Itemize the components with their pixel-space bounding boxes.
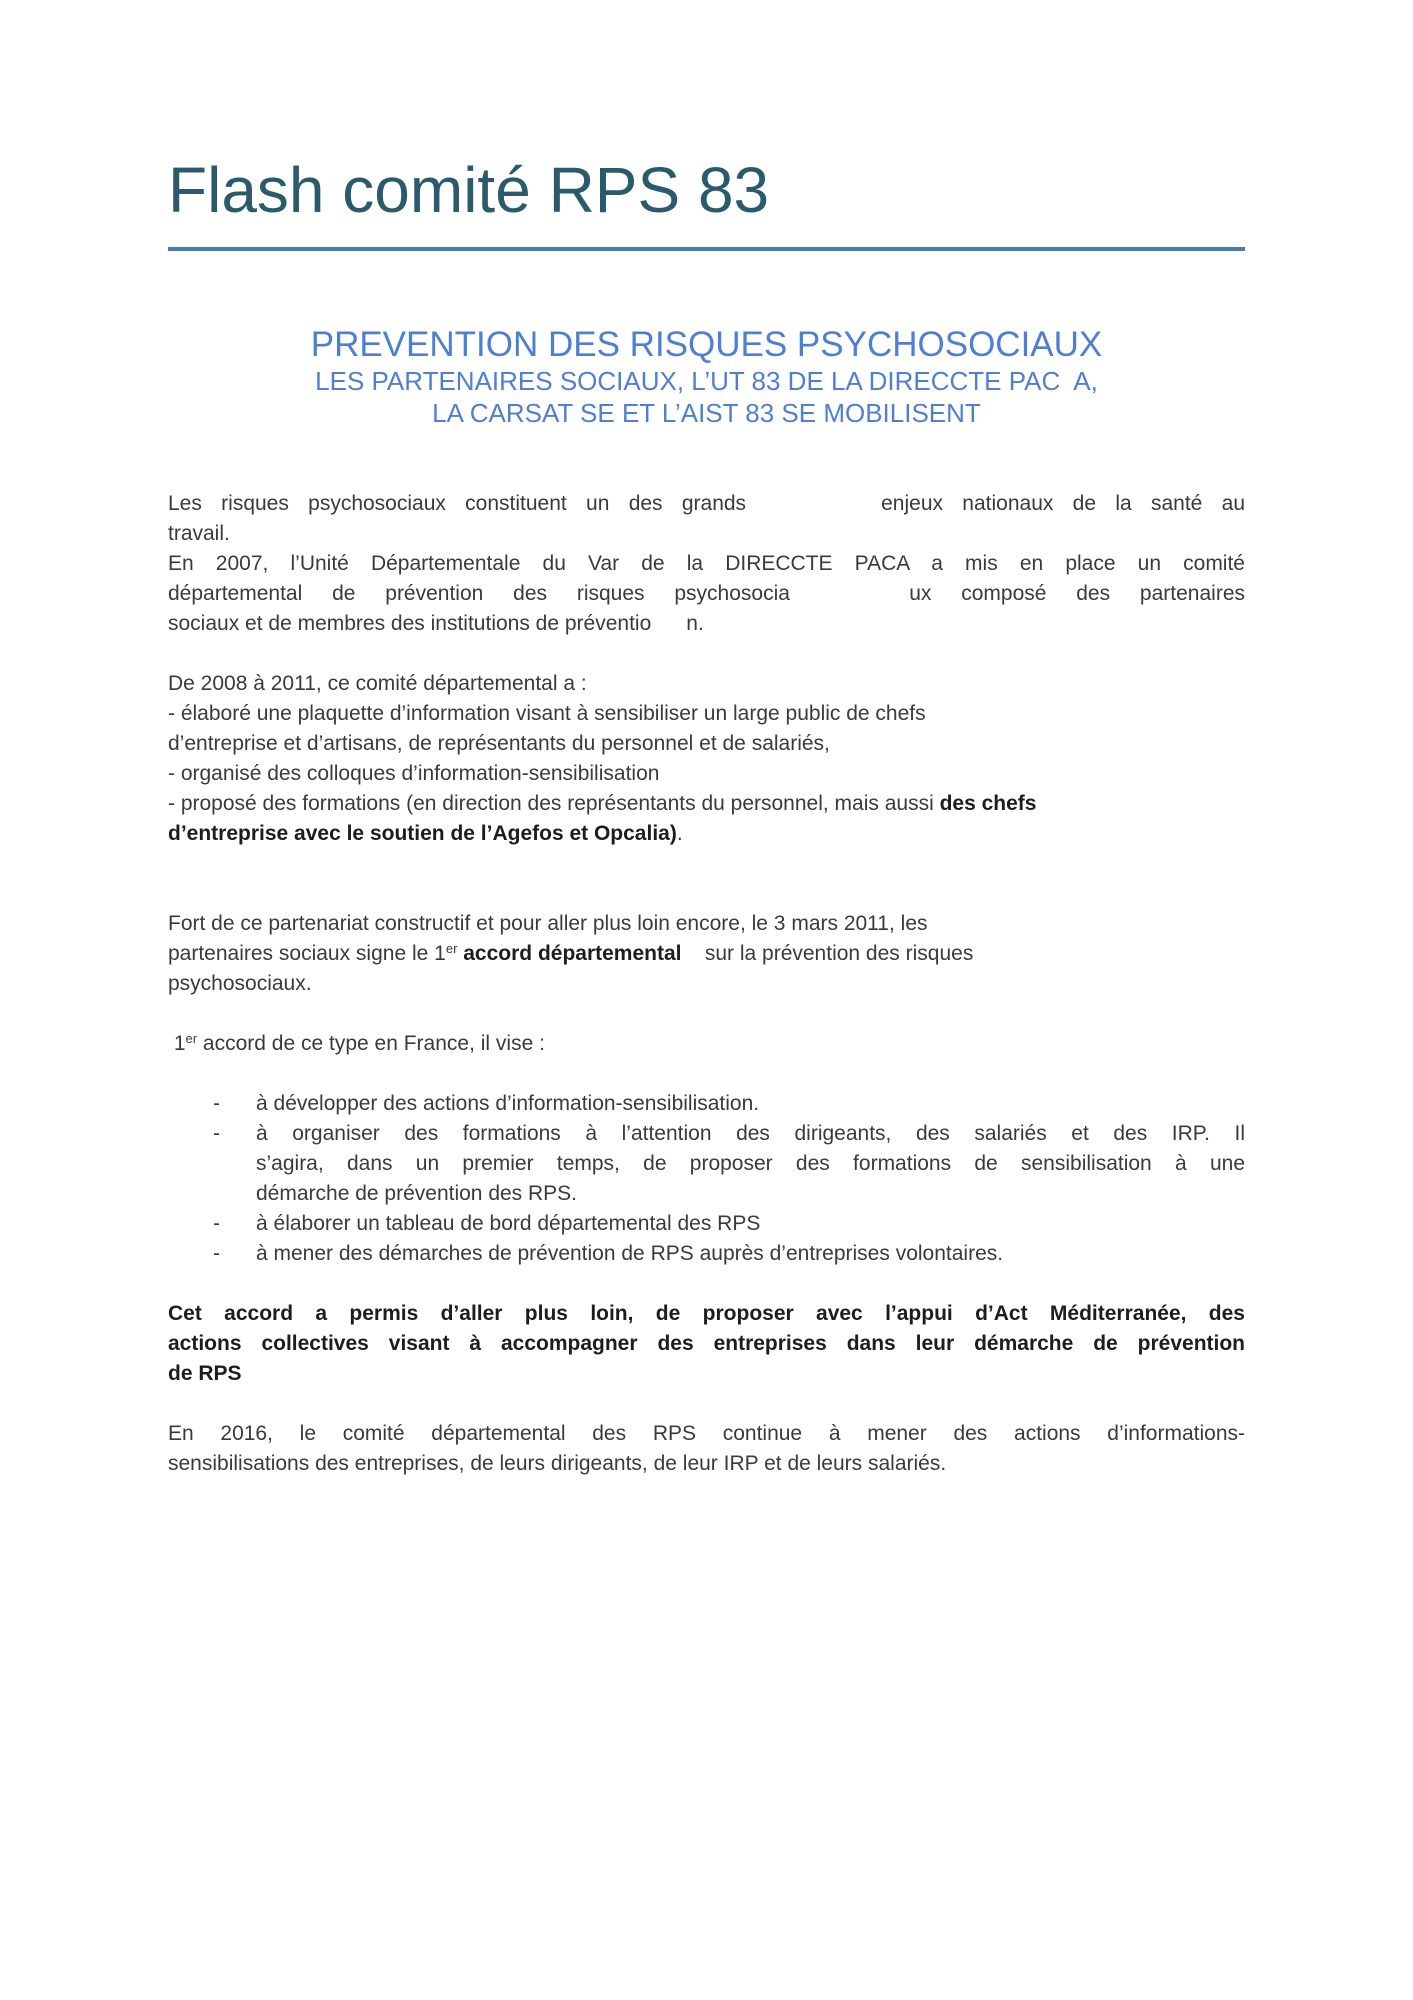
text-line <box>168 1449 1245 1479</box>
text-segment: - proposé des formations (en direction des représentants du personnel, mais aussi <box>168 791 940 815</box>
bold-text-segment: des chefs <box>939 791 1037 815</box>
text-line <box>168 789 1245 819</box>
heading-line-2: LES PARTENAIRES SOCIAUX, L’UT 83 DE LA DIRECCTE PAC A, <box>315 365 1098 396</box>
text-segment: travail. <box>168 521 230 545</box>
text-segment: En 2016, le comité départemental des RPS continue à mener des actions d’informations- <box>168 1421 1245 1445</box>
paragraph-en-2007 <box>168 549 1245 639</box>
paragraph-premier-accord <box>168 1029 1245 1059</box>
text-segment: démarche de prévention des RPS. <box>256 1181 578 1205</box>
text-line <box>168 1149 1245 1179</box>
text-line <box>168 969 1245 999</box>
document-body <box>168 489 1245 1479</box>
bold-text-segment: accord départemental <box>463 941 682 965</box>
text-segment: sur la prévention des risques <box>681 941 974 965</box>
text-segment: sociaux et de membres des institutions de préventio n. <box>168 611 704 635</box>
text-line <box>168 939 1245 969</box>
paragraph-de-2008-a-2011 <box>168 669 1245 849</box>
text-segment: . <box>676 821 683 845</box>
text-line <box>168 1329 1245 1359</box>
bold-text-segment: d’entreprise avec le soutien de l’Agefos et Opcalia) <box>168 821 677 845</box>
text-line <box>168 579 1245 609</box>
superscript-segment: er <box>185 1030 198 1046</box>
bullet-dash: - <box>213 1121 220 1145</box>
text-line <box>168 1029 1245 1059</box>
paragraph-gap <box>168 999 1245 1029</box>
text-line <box>168 1419 1245 1449</box>
text-segment: à organiser des formations à l’attention des dirigeants, des salariés et des IRP. Il <box>256 1121 1245 1145</box>
text-segment: à élaborer un tableau de bord départemental des RPS <box>256 1211 761 1235</box>
text-segment: - organisé des colloques d’information-sensibilisation <box>168 761 660 785</box>
text-line <box>168 729 1245 759</box>
title-rule <box>168 247 1245 251</box>
text-segment: s’agira, dans un premier temps, de proposer des formations de sensibilisation à une <box>256 1151 1245 1175</box>
text-line <box>168 819 1245 849</box>
heading-line-3: LA CARSAT SE ET L’AIST 83 SE MOBILISENT <box>432 397 981 428</box>
text-segment: Les risques psychosociaux constituent un des grands enjeux nationaux de la santé au <box>168 491 1245 515</box>
paragraph-gap <box>168 1269 1245 1299</box>
paragraph-fort-de-ce-partenariat <box>168 909 1245 999</box>
text-line <box>168 669 1245 699</box>
paragraph-objectifs-list <box>168 1089 1245 1269</box>
text-line <box>168 699 1245 729</box>
page-content <box>168 0 1245 1479</box>
text-line <box>168 1359 1245 1389</box>
bullet-line <box>168 1209 1245 1239</box>
text-segment: psychosociaux. <box>168 971 312 995</box>
text-segment: à développer des actions d’information-sensibilisation. <box>256 1091 760 1115</box>
paragraph-cet-accord <box>168 1299 1245 1389</box>
text-segment: - élaboré une plaquette d’information visant à sensibiliser un large public de chefs <box>168 701 926 725</box>
bold-text-segment: actions collectives visant à accompagner des entreprises dans leur démarche de prévention <box>168 1331 1245 1355</box>
paragraph-gap <box>168 1389 1245 1419</box>
paragraph-gap <box>168 849 1245 879</box>
text-segment: En 2007, l’Unité Départementale du Var de la DIRECCTE PACA a mis en place un comité <box>168 551 1245 575</box>
bullet-dash: - <box>213 1241 220 1265</box>
text-line <box>168 489 1245 519</box>
text-line <box>168 549 1245 579</box>
text-line <box>168 759 1245 789</box>
text-line <box>168 609 1245 639</box>
paragraph-gap <box>168 639 1245 669</box>
text-segment: d’entreprise et d’artisans, de représentants du personnel et de salariés, <box>168 731 830 755</box>
page-title: Flash comité RPS 83 <box>168 154 770 226</box>
text-segment: accord de ce type en France, il vise : <box>197 1031 545 1055</box>
text-segment: départemental de prévention des risques psychosocia ux composé des partenaires <box>168 581 1245 605</box>
bold-text-segment: Cet accord a permis d’aller plus loin, de proposer avec l’appui d’Act Méditerranée, des <box>168 1301 1245 1325</box>
paragraph-en-2016 <box>168 1419 1245 1479</box>
paragraph-gap <box>168 879 1245 909</box>
bullet-line <box>168 1239 1245 1269</box>
bold-text-segment: de RPS <box>168 1361 242 1385</box>
text-segment: De 2008 à 2011, ce comité départemental a : <box>168 671 587 695</box>
text-line <box>168 1179 1245 1209</box>
text-segment: 1 <box>168 1031 186 1055</box>
text-line <box>168 1299 1245 1329</box>
bullet-dash: - <box>213 1211 220 1235</box>
text-segment: sensibilisations des entreprises, de leurs dirigeants, de leur IRP et de leurs salariés. <box>168 1451 947 1475</box>
bullet-line <box>168 1089 1245 1119</box>
text-segment: partenaires sociaux signe le 1 <box>168 941 446 965</box>
text-line <box>168 519 1245 549</box>
bullet-dash: - <box>213 1091 220 1115</box>
text-segment: à mener des démarches de prévention de RPS auprès d’entreprises volontaires. <box>256 1241 1004 1265</box>
text-line <box>168 909 1245 939</box>
superscript-segment: er <box>445 940 458 956</box>
heading-line-1: PREVENTION DES RISQUES PSYCHOSOCIAUX <box>310 324 1103 364</box>
paragraph-intro <box>168 489 1245 549</box>
bullet-line <box>168 1119 1245 1149</box>
paragraph-gap <box>168 1059 1245 1089</box>
text-segment: Fort de ce partenariat constructif et pour aller plus loin encore, le 3 mars 2011, les <box>168 911 928 935</box>
